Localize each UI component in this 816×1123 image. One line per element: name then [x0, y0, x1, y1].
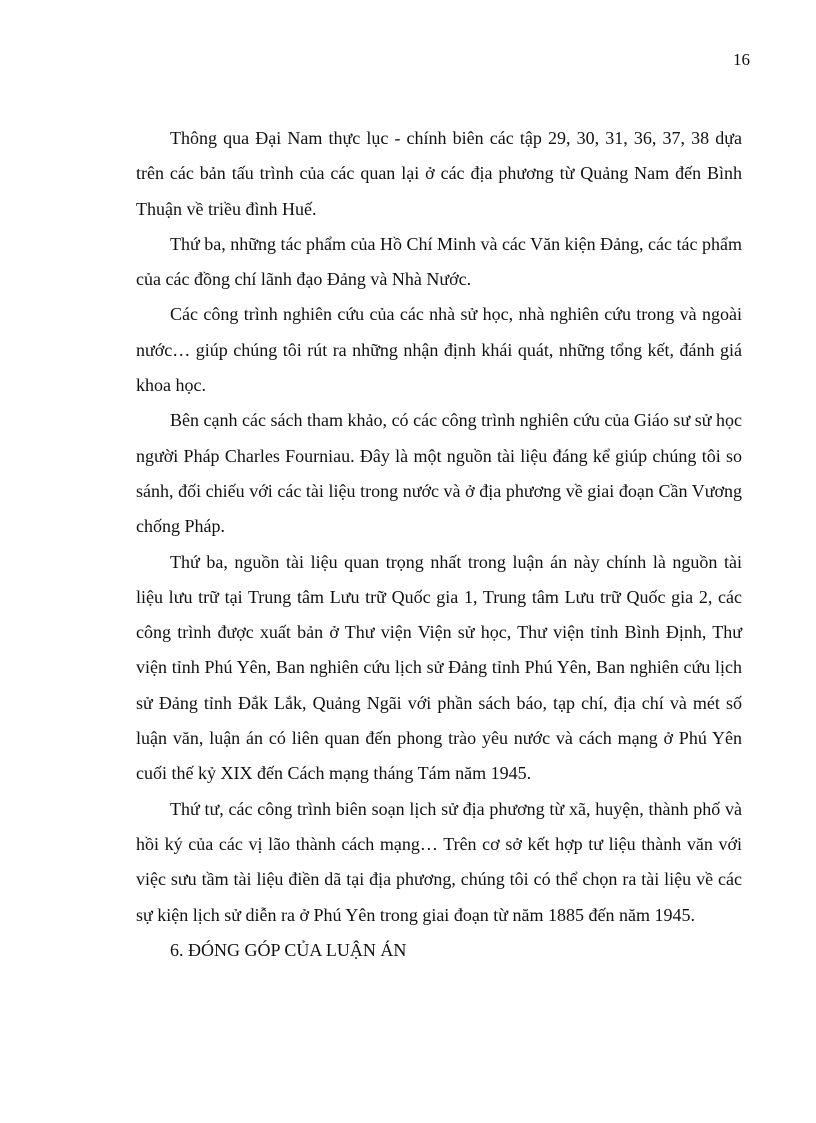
paragraph-sources-dai-nam: Thông qua Đại Nam thực lục - chính biên các tập 29, 30, 31, 36, 37, 38 dựa trên các bản tấu trình của các quan lại ở các địa phương từ Quảng Nam đến Bình Thuận về triều đình Huế. [136, 128, 742, 219]
paragraph-ho-chi-minh-works: Thứ ba, những tác phẩm của Hồ Chí Minh và các Văn kiện Đảng, các tác phẩm của các đồng chí lãnh đạo Đảng và Nhà Nước. [136, 233, 742, 290]
paragraph-research-works: Các công trình nghiên cứu của các nhà sử học, nhà nghiên cứu trong và ngoài nước… giúp chúng tôi rút ra những nhận định khái quát, những tổng kết, đánh giá khoa học. [136, 304, 742, 396]
paragraph-local-history: Thứ tư, các công trình biên soạn lịch sử địa phương từ xã, huyện, thành phố và hồi ký của các vị lão thành cách mạng… Trên cơ sở kết hợp tư liệu thành văn với việc sưu tầm tài liệu điền dã tại địa phương, chúng tôi có thể chọn ra tài liệu về các sự kiện lịch sử diễn ra ở Phú Yên trong giai đoạn từ năm 1885 đến năm 1945. [136, 798, 742, 925]
document-body [136, 121, 742, 968]
page-number: 16 [733, 50, 750, 69]
section-heading: 6. ĐÓNG GÓP CỦA LUẬN ÁN [170, 939, 407, 960]
paragraph-archives: Thứ ba, nguồn tài liệu quan trọng nhất trong luận án này chính là nguồn tài liệu lưu trữ tại Trung tâm Lưu trữ Quốc gia 1, Trung tâm Lưu trữ Quốc gia 2, các công trình được xuất bản ở Thư viện Viện sử học, Thư viện tỉnh Bình Định, Thư viện tỉnh Phú Yên, Ban nghiên cứu lịch sử Đảng tỉnh Phú Yên, Ban nghiên cứu lịch sử Đảng tỉnh Đắk Lắk, Quảng Ngãi với phần sách báo, tạp chí, địa chí và mét số luận văn, luận án có liên quan đến phong trào yêu nước và cách mạng ở Phú Yên cuối thế kỷ XIX đến Cách mạng tháng Tám năm 1945. [136, 551, 742, 784]
paragraph-fourniau: Bên cạnh các sách tham khảo, có các công trình nghiên cứu của Giáo sư sử học người Pháp Charles Fourniau. Đây là một nguồn tài liệu đáng kể giúp chúng tôi so sánh, đối chiếu với các tài liệu trong nước và ở địa phương về giai đoạn Cần Vương chống Pháp. [136, 410, 742, 537]
